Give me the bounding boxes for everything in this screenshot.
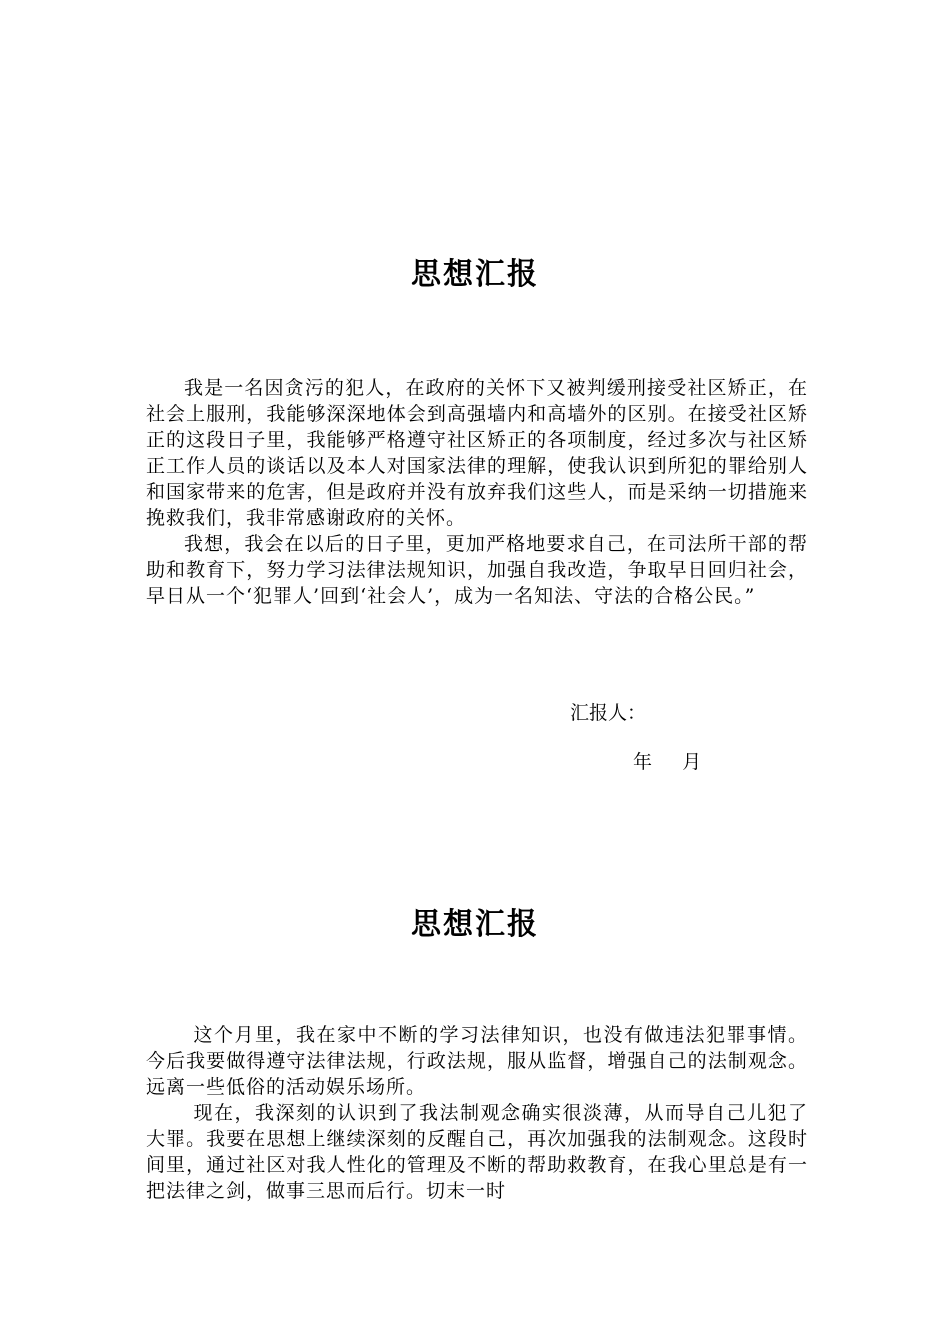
report-2-body bbox=[146, 1022, 808, 1204]
date-label: 年 月 bbox=[633, 751, 702, 773]
report-1-body bbox=[146, 375, 808, 609]
reporter-label: 汇报人： bbox=[570, 702, 647, 724]
report-2-paragraph-1: 这个月里，我在家中不断的学习法律知识，也没有做违法犯罪事情。今后我要做得遵守法律法规，行政法规，服从监督，增强自己的法制观念。远离一些低俗的活动娱乐场所。 bbox=[146, 1024, 808, 1098]
report-1-paragraph-1: 我是一名因贪污的犯人，在政府的关怀下又被判缓刑接受社区矫正，在社会上服刑，我能够深深地体会到高强墙内和高墙外的区别。在接受社区矫正的这段日子里，我能够严格遵守社区矫正的各项制度，经过多次与社区矫正工作人员的谈话以及本人对国家法律的理解，使我认识到所犯的罪给别人和国家带来的危害，但是政府并没有放弃我们这些人，而是采纳一切措施来挽救我们，我非常感谢政府的关怀。 bbox=[146, 377, 808, 529]
report-2-paragraph-2: 现在，我深刻的认识到了我法制观念确实很淡薄，从而导自己儿犯了大罪。我要在思想上继续深刻的反醒自己，再次加强我的法制观念。这段时间里，通过社区对我人性化的管理及不断的帮助救教育，在我心里总是有一把法律之剑，做事三思而后行。切末一时 bbox=[146, 1102, 808, 1202]
report-1-paragraph-2: 我想，我会在以后的日子里，更加严格地要求自己，在司法所干部的帮助和教育下，努力学习法律法规知识，加强自我改造，争取早日回归社会，早日从一个‘犯罪人’回到‘社会人’，成为一名知法、守法的合格公民。” bbox=[146, 533, 808, 607]
report-2-title: 思想汇报 bbox=[411, 907, 539, 942]
report-1-title: 思想汇报 bbox=[411, 257, 539, 292]
